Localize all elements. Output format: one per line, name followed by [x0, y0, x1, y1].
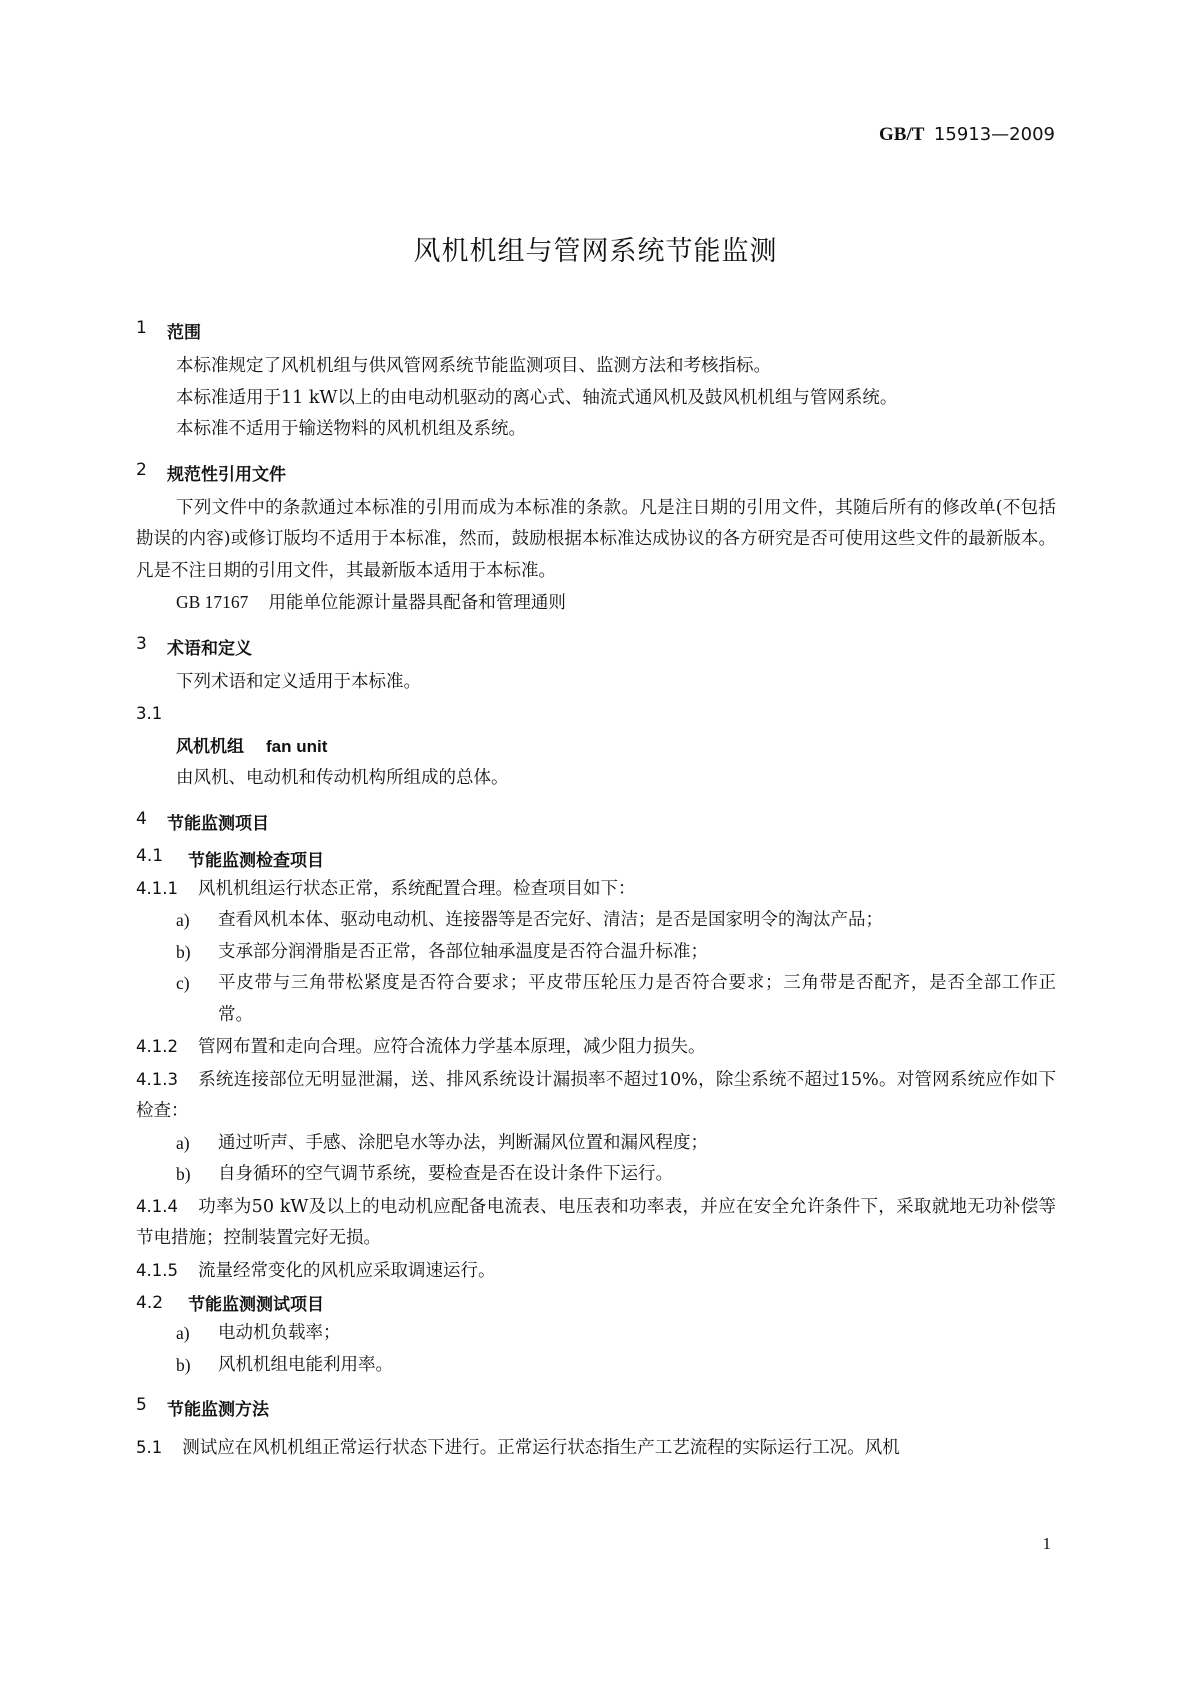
section-number: 2	[136, 459, 147, 480]
list-item: a) 电动机负载率；	[176, 1323, 341, 1343]
list-item: a) 查看风机本体、驱动电动机、连接器等是否完好、清洁；是否是国家明令的淘汰产品；	[176, 910, 883, 930]
term-entry	[136, 731, 1056, 764]
subsection-heading	[136, 1287, 1056, 1318]
clause-text: 流量经常变化的风机应采取调速运行。	[197, 1260, 496, 1281]
subsection-heading	[136, 846, 1056, 873]
clause-text: 风机机组运行状态正常，系统配置合理。检查项目如下：	[197, 878, 636, 899]
clause-text: 测试应在风机机组正常运行状态下进行。正常运行状态指生产工艺流程的实际运行工况。风机	[182, 1438, 900, 1458]
document-body	[136, 318, 1056, 1465]
section-number: 3	[136, 633, 147, 654]
clause-number: 4.1.5	[136, 1260, 178, 1280]
clause-text: 功率为50 kW及以上的电动机应配备电流表、电压表和功率表，并应在安全允许条件下，采取就地无功补偿等节电措施；控制装置完好无损。	[136, 1196, 1056, 1248]
section-heading-monitoring-methods	[136, 1395, 1056, 1422]
section-number: 1	[136, 318, 147, 338]
clause-number: 4.1.4	[136, 1196, 178, 1216]
reference-code: GB 17167	[176, 592, 249, 612]
clause-number: 4.1.3	[136, 1069, 178, 1089]
standard-code: 15913—2009	[933, 124, 1055, 145]
clause	[136, 1432, 1056, 1465]
section-title: 节能监测方法	[167, 1400, 269, 1420]
term-english: fan unit	[266, 736, 328, 756]
term-definition: 由风机、电动机和传动机构所组成的总体。	[176, 768, 509, 788]
paragraph: 本标准不适用于输送物料的风机机组及系统。	[176, 419, 526, 439]
clause-text: 管网布置和走向合理。应符合流体力学基本原理，减少阻力损失。	[197, 1037, 706, 1057]
term-number: 3.1	[136, 704, 163, 723]
reference-title: 用能单位能源计量器具配备和管理通则	[268, 593, 566, 613]
standard-number	[879, 124, 1055, 146]
subsection-title: 节能监测检查项目	[188, 850, 324, 871]
paragraph: 下列文件中的条款通过本标准的引用而成为本标准的条款。凡是注日期的引用文件，其随后所有的修改单(不包括勘误的内容)或修订版均不适用于本标准，然而，鼓励根据本标准达成协议的各方研究是否可使用这些文件的最新版本。凡是不注日期的引用文件，其最新版本适用于本标准。	[136, 497, 1056, 581]
paragraph: 下列术语和定义适用于本标准。	[176, 671, 421, 692]
list-item: b) 自身循环的空气调节系统，要检查是否在设计条件下运行。	[176, 1164, 673, 1184]
section-number: 4	[136, 808, 147, 829]
section-title: 范围	[167, 323, 201, 343]
list-item: b) 风机机组电能利用率。	[176, 1354, 393, 1375]
paragraph: 本标准规定了风机机组与供风管网系统节能监测项目、监测方法和考核指标。	[176, 356, 771, 376]
clause-number: 5.1	[136, 1438, 163, 1457]
clause-number: 4.1.2	[136, 1037, 178, 1056]
list-item: c) 平皮带与三角带松紧度是否符合要求；平皮带压轮压力是否符合要求；三角带是否配齐，是否全部工作正常。	[176, 973, 1056, 1025]
subsection-title: 节能监测测试项目	[188, 1295, 324, 1315]
subsection-number: 4.2	[136, 1292, 164, 1313]
clause	[136, 1255, 1056, 1288]
page-title: 风机机组与管网系统节能监测	[413, 236, 778, 267]
standard-prefix: GB/T	[879, 124, 925, 145]
subsection-number: 4.1	[136, 845, 164, 866]
section-heading-terms	[136, 634, 1056, 661]
section-number: 5	[136, 1395, 147, 1415]
paragraph: 本标准适用于11 kW以上的由电动机驱动的离心式、轴流式通风机及鼓风机机组与管网系统。	[176, 387, 898, 408]
clause-text: 系统连接部位无明显泄漏，送、排风系统设计漏损率不超过10%，除尘系统不超过15%。对管网系统应作如下检查：	[136, 1069, 1056, 1121]
list-item: a) 通过听声、手感、涂肥皂水等办法，判断漏风位置和漏风程度；	[176, 1132, 708, 1153]
section-heading-monitoring-items	[136, 809, 1056, 836]
section-title: 节能监测项目	[167, 813, 269, 834]
clause	[136, 1064, 1056, 1128]
clause	[136, 873, 1056, 906]
list-item: b) 支承部分润滑脂是否正常，各部位轴承温度是否符合温升标准；	[176, 941, 708, 962]
clause-number: 4.1.1	[136, 878, 178, 898]
section-heading-references	[136, 460, 1056, 487]
normative-reference	[136, 587, 1056, 620]
clause	[136, 1031, 1056, 1064]
term-chinese: 风机机组	[176, 736, 244, 757]
clause	[136, 1191, 1056, 1255]
section-title: 规范性引用文件	[167, 464, 286, 485]
section-title: 术语和定义	[167, 638, 252, 659]
section-heading-scope	[136, 318, 1056, 345]
page-number: 1	[1042, 1534, 1051, 1553]
